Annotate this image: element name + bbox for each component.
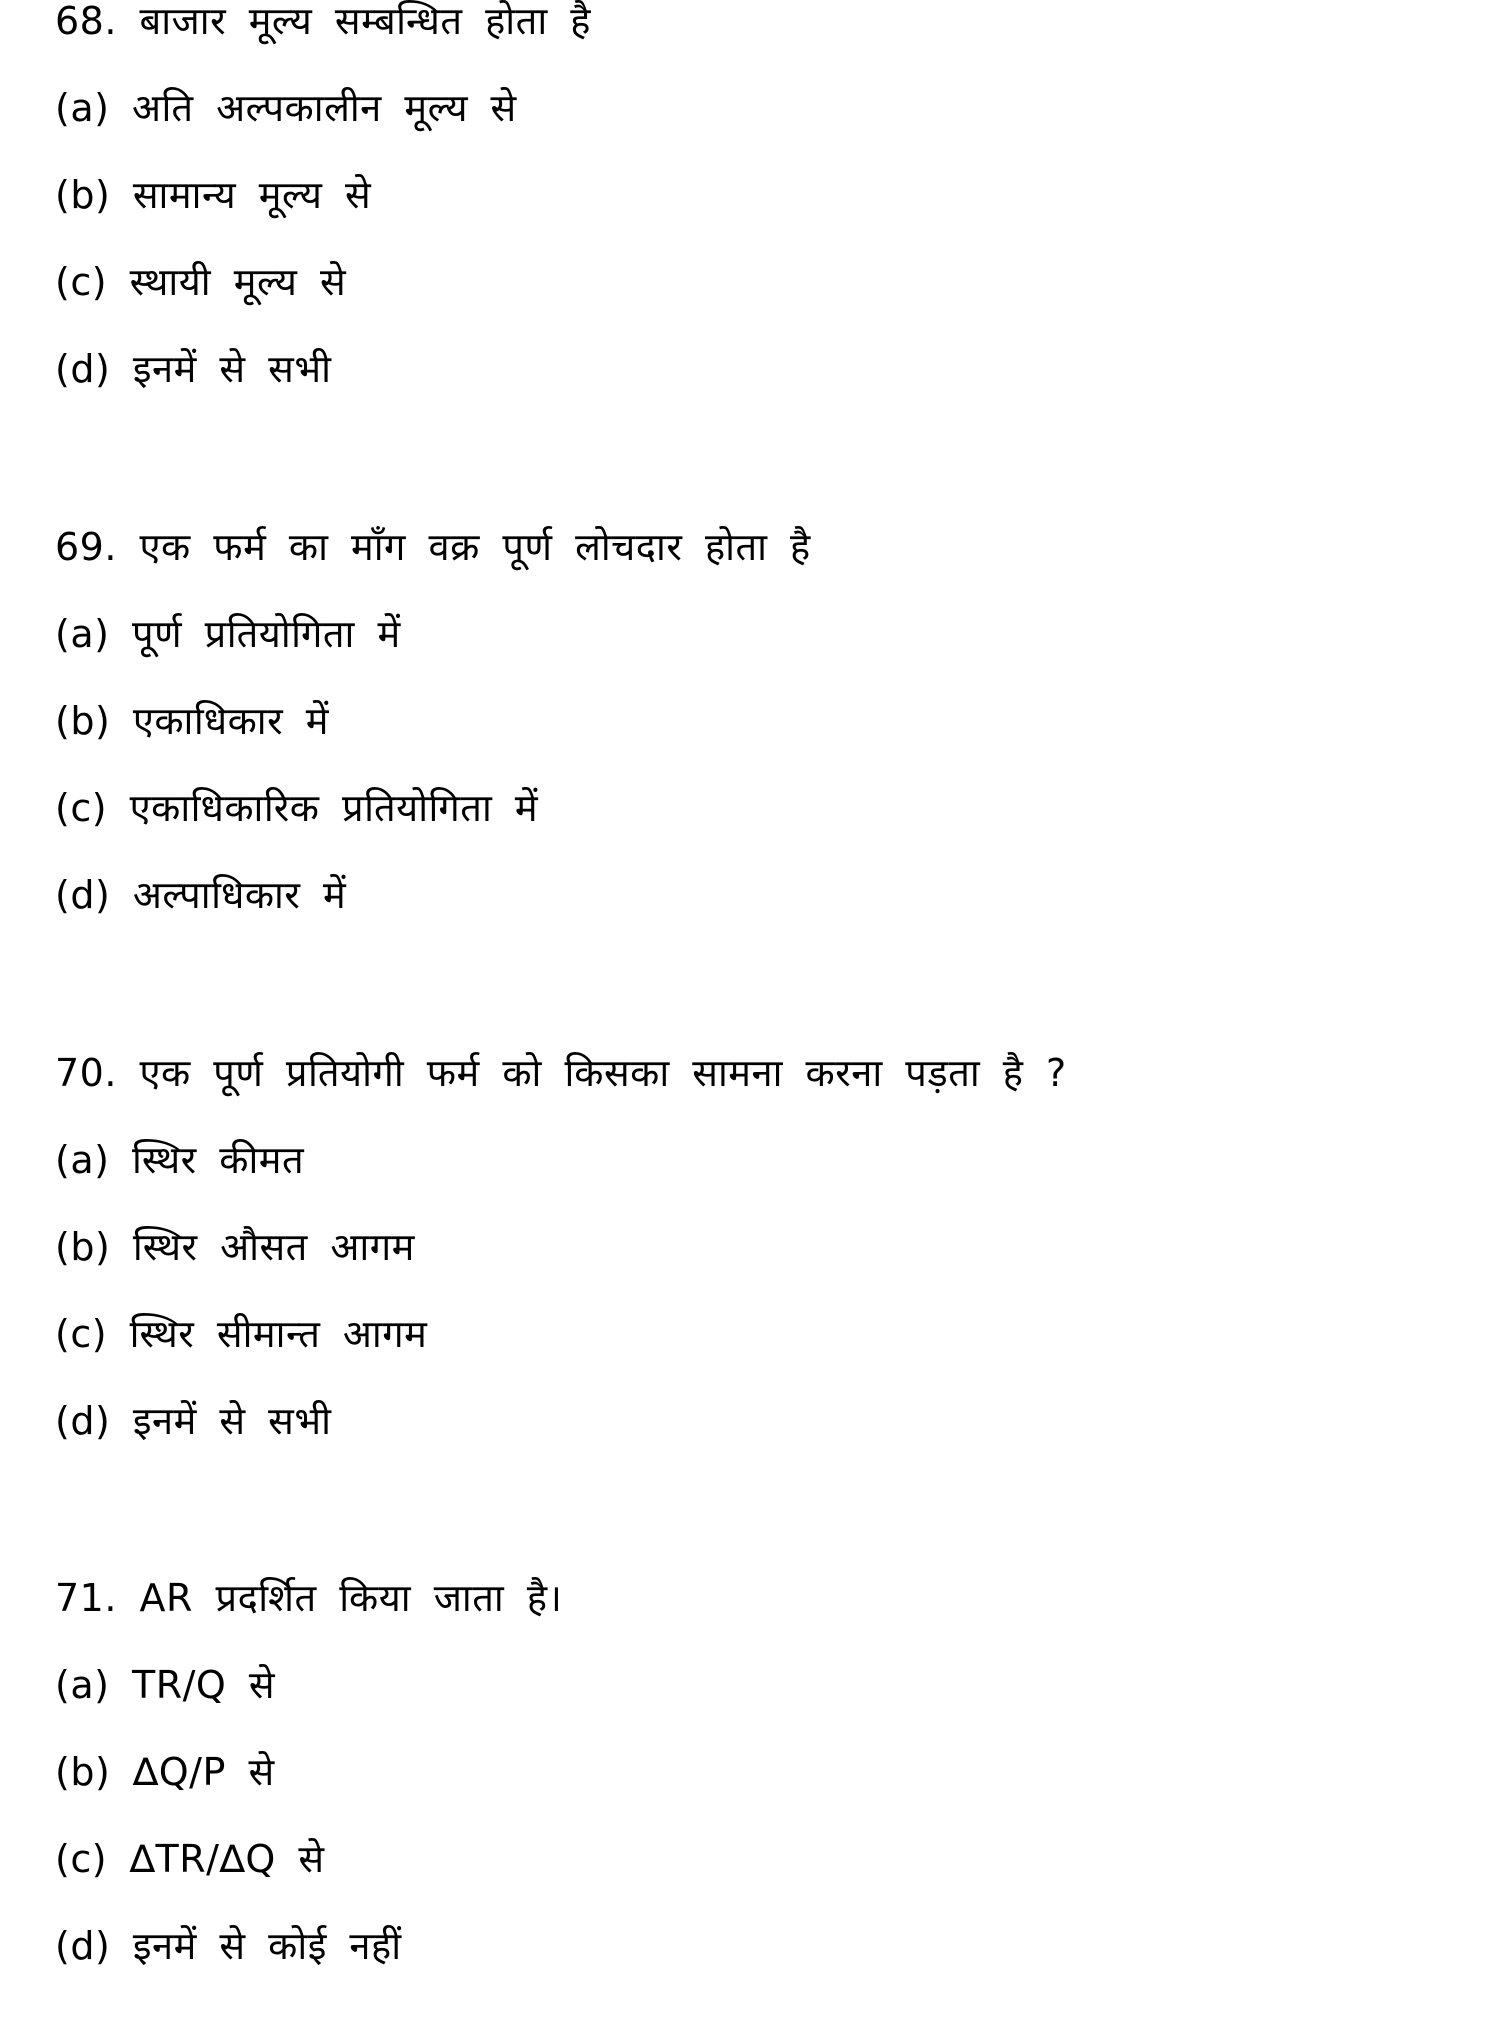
question-70 [55,1042,1475,1477]
question-stem: 70. एक पूर्ण प्रतियोगी फर्म को किसका सामना करना पड़ता है ? [55,1051,1067,1095]
question-stem: 68. बाजार मूल्य सम्बन्धित होता है [55,0,591,43]
option-b: (b) ∆Q/P से [55,1750,275,1794]
option-a: (a) स्थिर कीमत [55,1138,305,1182]
option-d: (d) इनमें से कोई नहीं [55,1924,402,1968]
option-b: (b) सामान्य मूल्य से [55,173,372,217]
option-a: (a) TR/Q से [55,1663,276,1707]
option-c: (c) स्थायी मूल्य से [55,260,347,304]
option-c: (c) एकाधिकारिक प्रतियोगिता में [55,786,539,830]
option-b: (b) एकाधिकार में [55,699,329,743]
option-d: (d) इनमें से सभी [55,347,332,391]
option-a: (a) पूर्ण प्रतियोगिता में [55,612,401,656]
option-b: (b) स्थिर औसत आगम [55,1225,415,1269]
question-stem: 71. AR प्रदर्शित किया जाता है। [55,1576,563,1620]
option-a: (a) अति अल्पकालीन मूल्य से [55,86,517,130]
question-69 [55,516,1475,951]
option-c: (c) स्थिर सीमान्त आगम [55,1312,428,1356]
question-68 [55,0,1475,425]
option-d: (d) इनमें से सभी [55,1399,332,1443]
option-d: (d) अल्पाधिकार में [55,873,347,917]
question-stem: 69. एक फर्म का माँग वक्र पूर्ण लोचदार होता है [55,525,811,569]
question-71 [55,1567,1475,2002]
option-c: (c) ∆TR/∆Q से [55,1837,325,1881]
